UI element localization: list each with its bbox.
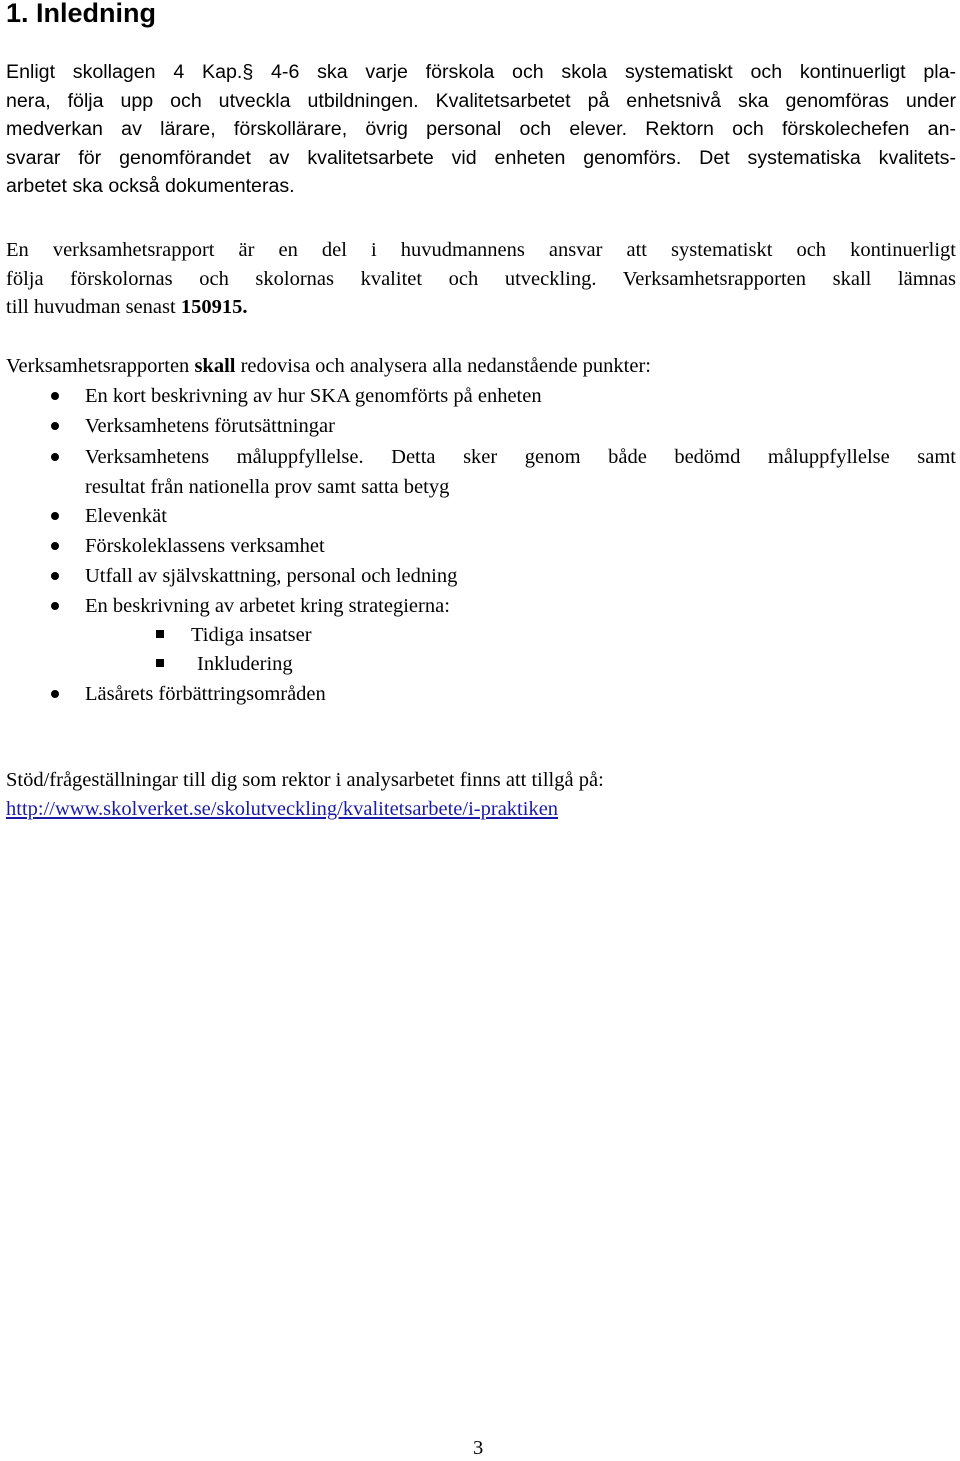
report-deadline-date: 150915. — [180, 296, 248, 319]
list-item-text: En beskrivning av arbetet kring strategierna: — [85, 595, 450, 617]
intro-line-3: medverkan av lärare, förskollärare, övrig personal och elever. Rektorn och förskolechefen an- — [6, 118, 956, 141]
requirements-suffix: redovisa och analysera alla nedanstående punkter: — [235, 355, 651, 377]
bullet-icon — [51, 512, 59, 520]
page-number: 3 — [473, 1437, 484, 1459]
requirements-prefix: Verksamhetsrapporten — [6, 355, 195, 377]
report-line-2: följa förskolornas och skolornas kvalitet och utveckling. Verksamhetsrapporten skall lämnas — [6, 267, 956, 290]
list-item-text: Verksamhetens förutsättningar — [85, 415, 335, 437]
bullet-icon — [51, 602, 59, 610]
support-text: Stöd/frågeställningar till dig som rektor i analysarbetet finns att tillgå på: — [6, 769, 604, 791]
list-item-text — [85, 442, 956, 502]
sub-list-item-text: Tidiga insatser — [191, 624, 312, 646]
section-heading: 1. Inledning — [6, 0, 157, 28]
report-line-1: En verksamhetsrapport är en del i huvudmannens ansvar att systematiskt och kontinuerligt — [6, 239, 956, 261]
intro-line-4: svarar för genomförandet av kvalitetsarbete vid enheten genomförs. Det systematiska kvalitets- — [6, 146, 956, 169]
report-paragraph — [6, 236, 956, 322]
list-item-text: Läsårets förbättringsområden — [85, 683, 326, 705]
intro-line-5: arbetet ska också dokumenteras. — [6, 175, 295, 198]
list-item-text: Utfall av självskattning, personal och ledning — [85, 565, 458, 587]
list-item-text: En kort beskrivning av hur SKA genomförts på enheten — [85, 385, 542, 407]
list-item-text-line-1: Verksamhetens måluppfyllelse. Detta sker genom både bedömd måluppfyllelse samt — [85, 446, 956, 468]
square-bullet-icon — [156, 659, 164, 667]
sub-list-item-text: Inkludering — [197, 653, 293, 675]
skolverket-link[interactable]: http://www.skolverket.se/skolutveckling/kvalitetsarbete/i-praktiken — [6, 797, 559, 820]
list-item-text: Elevenkät — [85, 505, 167, 527]
list-item-text: Förskoleklassens verksamhet — [85, 535, 325, 557]
requirements-intro-line — [6, 352, 956, 381]
report-deadline-text: till huvudman senast — [6, 296, 181, 319]
bullet-icon — [51, 690, 59, 698]
support-section — [6, 766, 956, 823]
square-bullet-icon — [156, 630, 164, 638]
requirements-emphasis: skall — [194, 355, 236, 377]
bullet-icon — [51, 542, 59, 550]
report-line-3 — [6, 293, 956, 322]
requirements-intro — [6, 352, 956, 381]
bullet-icon — [51, 453, 59, 461]
intro-line-1: Enligt skollagen 4 Kap.§ 4-6 ska varje förskola och skola systematiskt och kontinuerligt pla- — [6, 61, 956, 83]
list-item-text-line-2: resultat från nationella prov samt satta betyg — [85, 476, 450, 498]
bullet-icon — [51, 392, 59, 400]
intro-paragraph — [6, 58, 956, 201]
intro-line-2: nera, följa upp och utveckla utbildningen. Kvalitetsarbetet på enhetsnivå ska genomföras under — [6, 89, 956, 112]
bullet-icon — [51, 572, 59, 580]
bullet-icon — [51, 422, 59, 430]
